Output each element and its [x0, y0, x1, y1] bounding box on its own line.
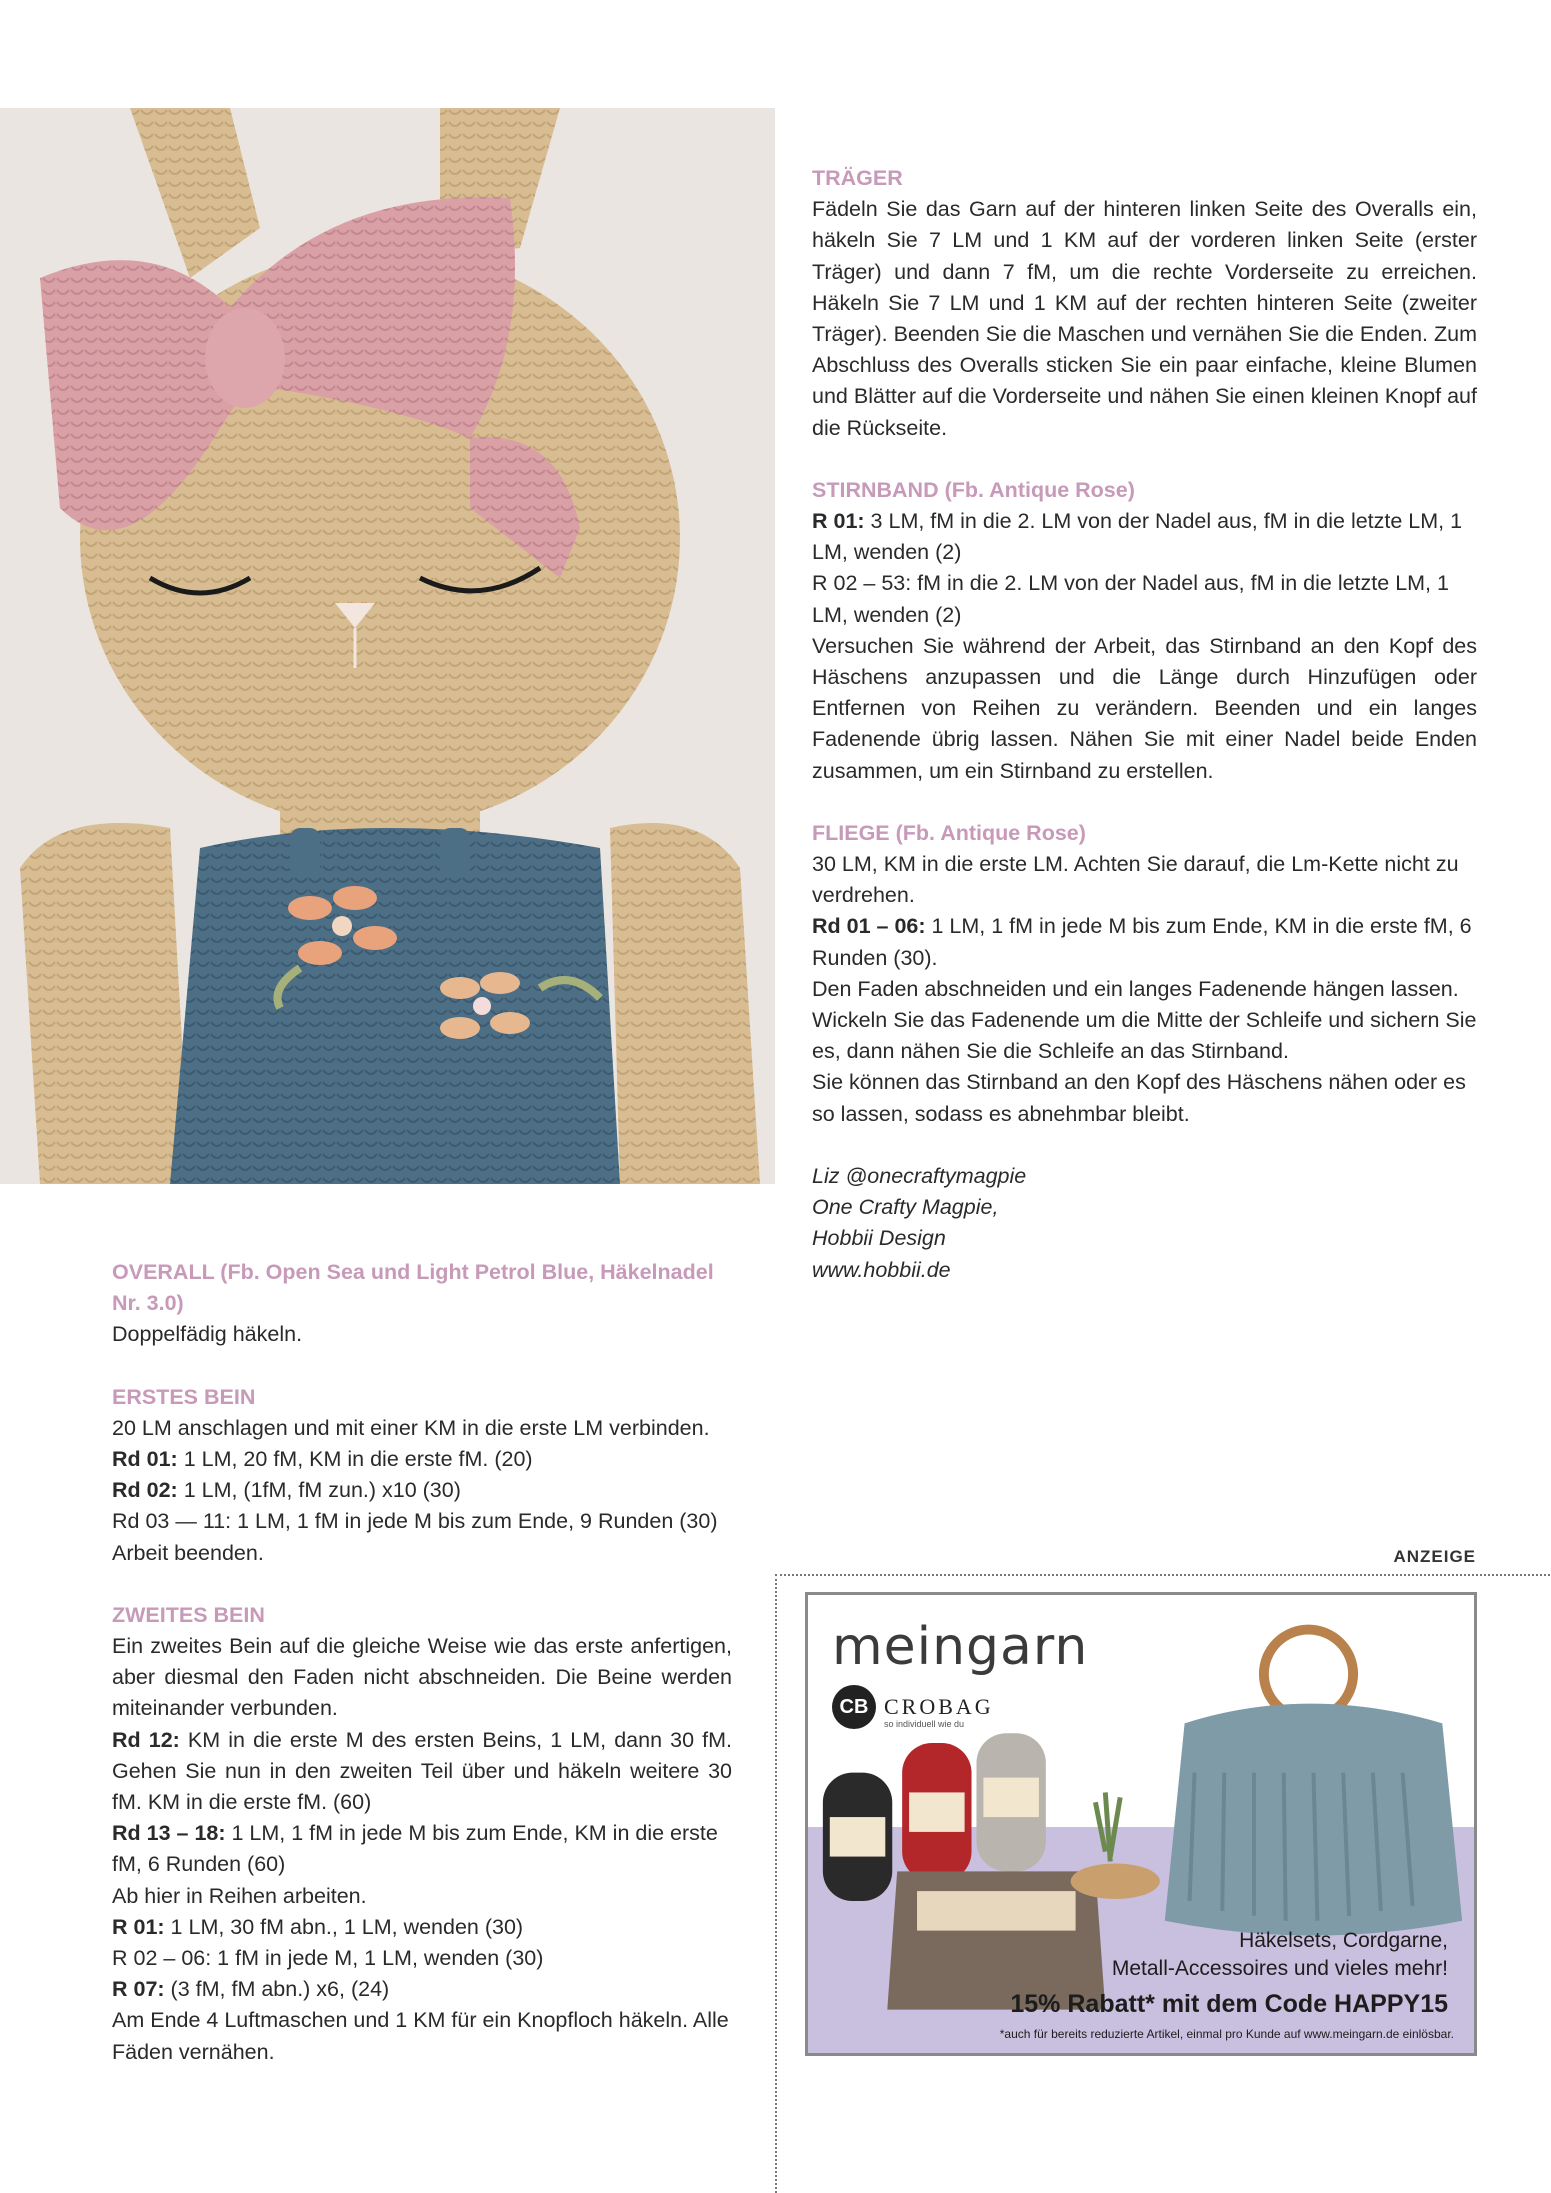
- text-rd13-18: 1 LM, 1 fM in jede M bis zum Ende, KM in die erste fM, 6 Runden (60): [112, 1821, 718, 1877]
- text-rd12: KM in die erste M des ersten Beins, 1 LM, dann 30 fM. Gehen Sie nun in den zweiten Teil über und häkeln weitere 30 fM. KM in die erste fM. (60): [112, 1727, 732, 1815]
- ad-label: ANZEIGE: [1393, 1547, 1476, 1566]
- zweites-bein-l4: Ab hier in Reihen arbeiten.: [112, 1883, 367, 1908]
- crobag-brand: CROBAG: [884, 1694, 994, 1719]
- label-rd02: Rd 02:: [112, 1478, 178, 1503]
- text-r01: 3 LM, fM in die 2. LM von der Nadel aus, fM in die letzte LM, 1 LM, wenden (2): [812, 509, 1463, 565]
- heading-traeger: TRÄGER: [812, 166, 903, 190]
- ad-products-line1: Häkelsets, Cordgarne,: [1239, 1929, 1448, 1952]
- crobag-logo: [832, 1685, 994, 1729]
- section-zweites-bein: [112, 1600, 732, 2068]
- ad-footnote: *auch für bereits reduzierte Artikel, einmal pro Kunde auf www.meingarn.de einlösbar.: [999, 2027, 1454, 2041]
- zweites-bein-l6: R 02 – 06: 1 fM in jede M, 1 LM, wenden (30): [112, 1946, 544, 1971]
- erstes-bein-rd02: [112, 1475, 732, 1506]
- stirnband-r01: [812, 506, 1477, 568]
- label-rd13-18: Rd 13 – 18:: [112, 1821, 226, 1846]
- left-column: [112, 1257, 732, 2068]
- stirnband-text: Versuchen Sie während der Arbeit, das Stirnband an den Kopf des Häschens anzupassen und die Länge durch Hinzufügen oder Entfernen von Reihen zu verändern. Beenden und ein langes Fadenende übrig lassen. Nähen Sie mit einer Nadel beide Enden zusammen, um ein Stirnband zu erstellen.: [812, 633, 1477, 783]
- section-fliege: [812, 818, 1477, 1130]
- stirnband-r02: R 02 – 53: fM in die 2. LM von der Nadel aus, fM in die letzte LM, 1 LM, wenden (2): [812, 571, 1449, 627]
- section-erstes-bein: [112, 1382, 732, 1569]
- label-r01-left: R 01:: [112, 1914, 165, 1939]
- credit-author: Liz @onecraftymagpie: [812, 1163, 1027, 1188]
- erstes-bein-l1: 20 LM anschlagen und mit einer KM in die erste LM verbinden.: [112, 1415, 710, 1440]
- fliege-line3: Wickeln Sie das Fadenende um die Mitte der Schleife und sichern Sie es, dann nähen Sie die Schleife an das Stirnband.: [812, 1008, 1477, 1064]
- zweites-bein-l1: Ein zweites Bein auf die gleiche Weise wie das erste anfertigen, aber diesmal den Faden nicht abschneiden. Die Beine werden miteinander verbunden.: [112, 1634, 732, 1721]
- fliege-line2: Den Faden abschneiden und ein langes Fadenende hängen lassen.: [812, 976, 1459, 1001]
- overall-text: Doppelfädig häkeln.: [112, 1322, 303, 1347]
- zweites-bein-rd13: [112, 1818, 732, 1880]
- traeger-text: Fädeln Sie das Garn auf der hinteren linken Seite des Overalls ein, häkeln Sie 7 LM und 1 KM auf der vorderen linken Seite (erster Träger) und dann 7 fM, um die rechte Vorderseite zu erreichen. Häkeln Sie 7 LM und 1 KM auf der rechten hinteren Seite (zweiter Träger). Beenden Sie die Maschen und vernähen Sie die Enden. Zum Abschluss des Overalls sticken Sie ein paar einfache, kleine Blumen und Blätter auf die Vorderseite und nähen Sie einen kleinen Knopf auf die Rückseite.: [812, 197, 1477, 440]
- credit-blog: One Crafty Magpie,: [812, 1195, 999, 1220]
- heading-fliege: FLIEGE (Fb. Antique Rose): [812, 820, 1086, 845]
- text-r01-left: 1 LM, 30 fM abn., 1 LM, wenden (30): [164, 1914, 524, 1939]
- section-overall: [112, 1257, 732, 1351]
- fliege-line1: 30 LM, KM in die erste LM. Achten Sie darauf, die Lm-Kette nicht zu verdrehen.: [812, 852, 1459, 908]
- zweites-bein-r01: [112, 1912, 732, 1943]
- crochet-bunny-illustration: [0, 108, 775, 1184]
- zweites-bein-r07: [112, 1974, 732, 2005]
- credit-block: [812, 1161, 1477, 1286]
- ad-products-text: [1112, 1927, 1448, 1983]
- heading-erstes-bein: ERSTES BEIN: [112, 1384, 256, 1409]
- text-rd01: 1 LM, 20 fM, KM in die erste fM. (20): [177, 1447, 533, 1472]
- advertisement[interactable]: [805, 1592, 1477, 2056]
- ad-discount-code: 15% Rabatt* mit dem Code HAPPY15: [1010, 1990, 1448, 2018]
- zweites-bein-l8: Am Ende 4 Luftmaschen und 1 KM für ein Knopfloch häkeln. Alle Fäden vernähen.: [112, 2008, 729, 2064]
- ad-products-line2: Metall-Accessoires und vieles mehr!: [1111, 1957, 1448, 1980]
- heading-stirnband: STIRNBAND (Fb. Antique Rose): [812, 477, 1135, 502]
- fliege-line4: Sie können das Stirnband an den Kopf des Häschens nähen oder es so lassen, sodass es abnehmbar bleibt.: [812, 1070, 1466, 1126]
- crobag-icon: CB: [832, 1685, 876, 1729]
- erstes-bein-l4: Rd 03 — 11: 1 LM, 1 fM in jede M bis zum Ende, 9 Runden (30): [112, 1509, 718, 1534]
- label-r01: R 01:: [812, 509, 865, 534]
- erstes-bein-rd01: [112, 1444, 732, 1475]
- label-r07: R 07:: [112, 1977, 165, 2002]
- meingarn-logo: meingarn: [832, 1617, 1089, 1677]
- label-rd01-06: Rd 01 – 06:: [812, 914, 926, 939]
- section-traeger: [812, 163, 1477, 444]
- label-rd01: Rd 01:: [112, 1447, 178, 1472]
- fliege-rd: [812, 911, 1477, 973]
- credit-website-link[interactable]: www.hobbii.de: [812, 1257, 951, 1282]
- heading-zweites-bein: ZWEITES BEIN: [112, 1602, 265, 1627]
- section-stirnband: [812, 475, 1477, 787]
- text-r07: (3 fM, fM abn.) x6, (24): [164, 1977, 390, 2002]
- bunny-photo: [0, 108, 775, 1184]
- label-rd12: Rd 12:: [112, 1727, 180, 1752]
- zweites-bein-rd12: [112, 1725, 732, 1819]
- crobag-subline: so individuell wie du: [884, 1719, 965, 1729]
- erstes-bein-l5: Arbeit beenden.: [112, 1540, 264, 1565]
- credit-design: Hobbii Design: [812, 1226, 946, 1251]
- text-rd02: 1 LM, (1fM, fM zun.) x10 (30): [177, 1478, 461, 1503]
- right-column: [812, 163, 1477, 1286]
- text-rd01-06: 1 LM, 1 fM in jede M bis zum Ende, KM in die erste fM, 6 Runden (30).: [812, 914, 1472, 970]
- heading-overall: OVERALL (Fb. Open Sea und Light Petrol Blue, Häkelnadel Nr. 3.0): [112, 1260, 714, 1316]
